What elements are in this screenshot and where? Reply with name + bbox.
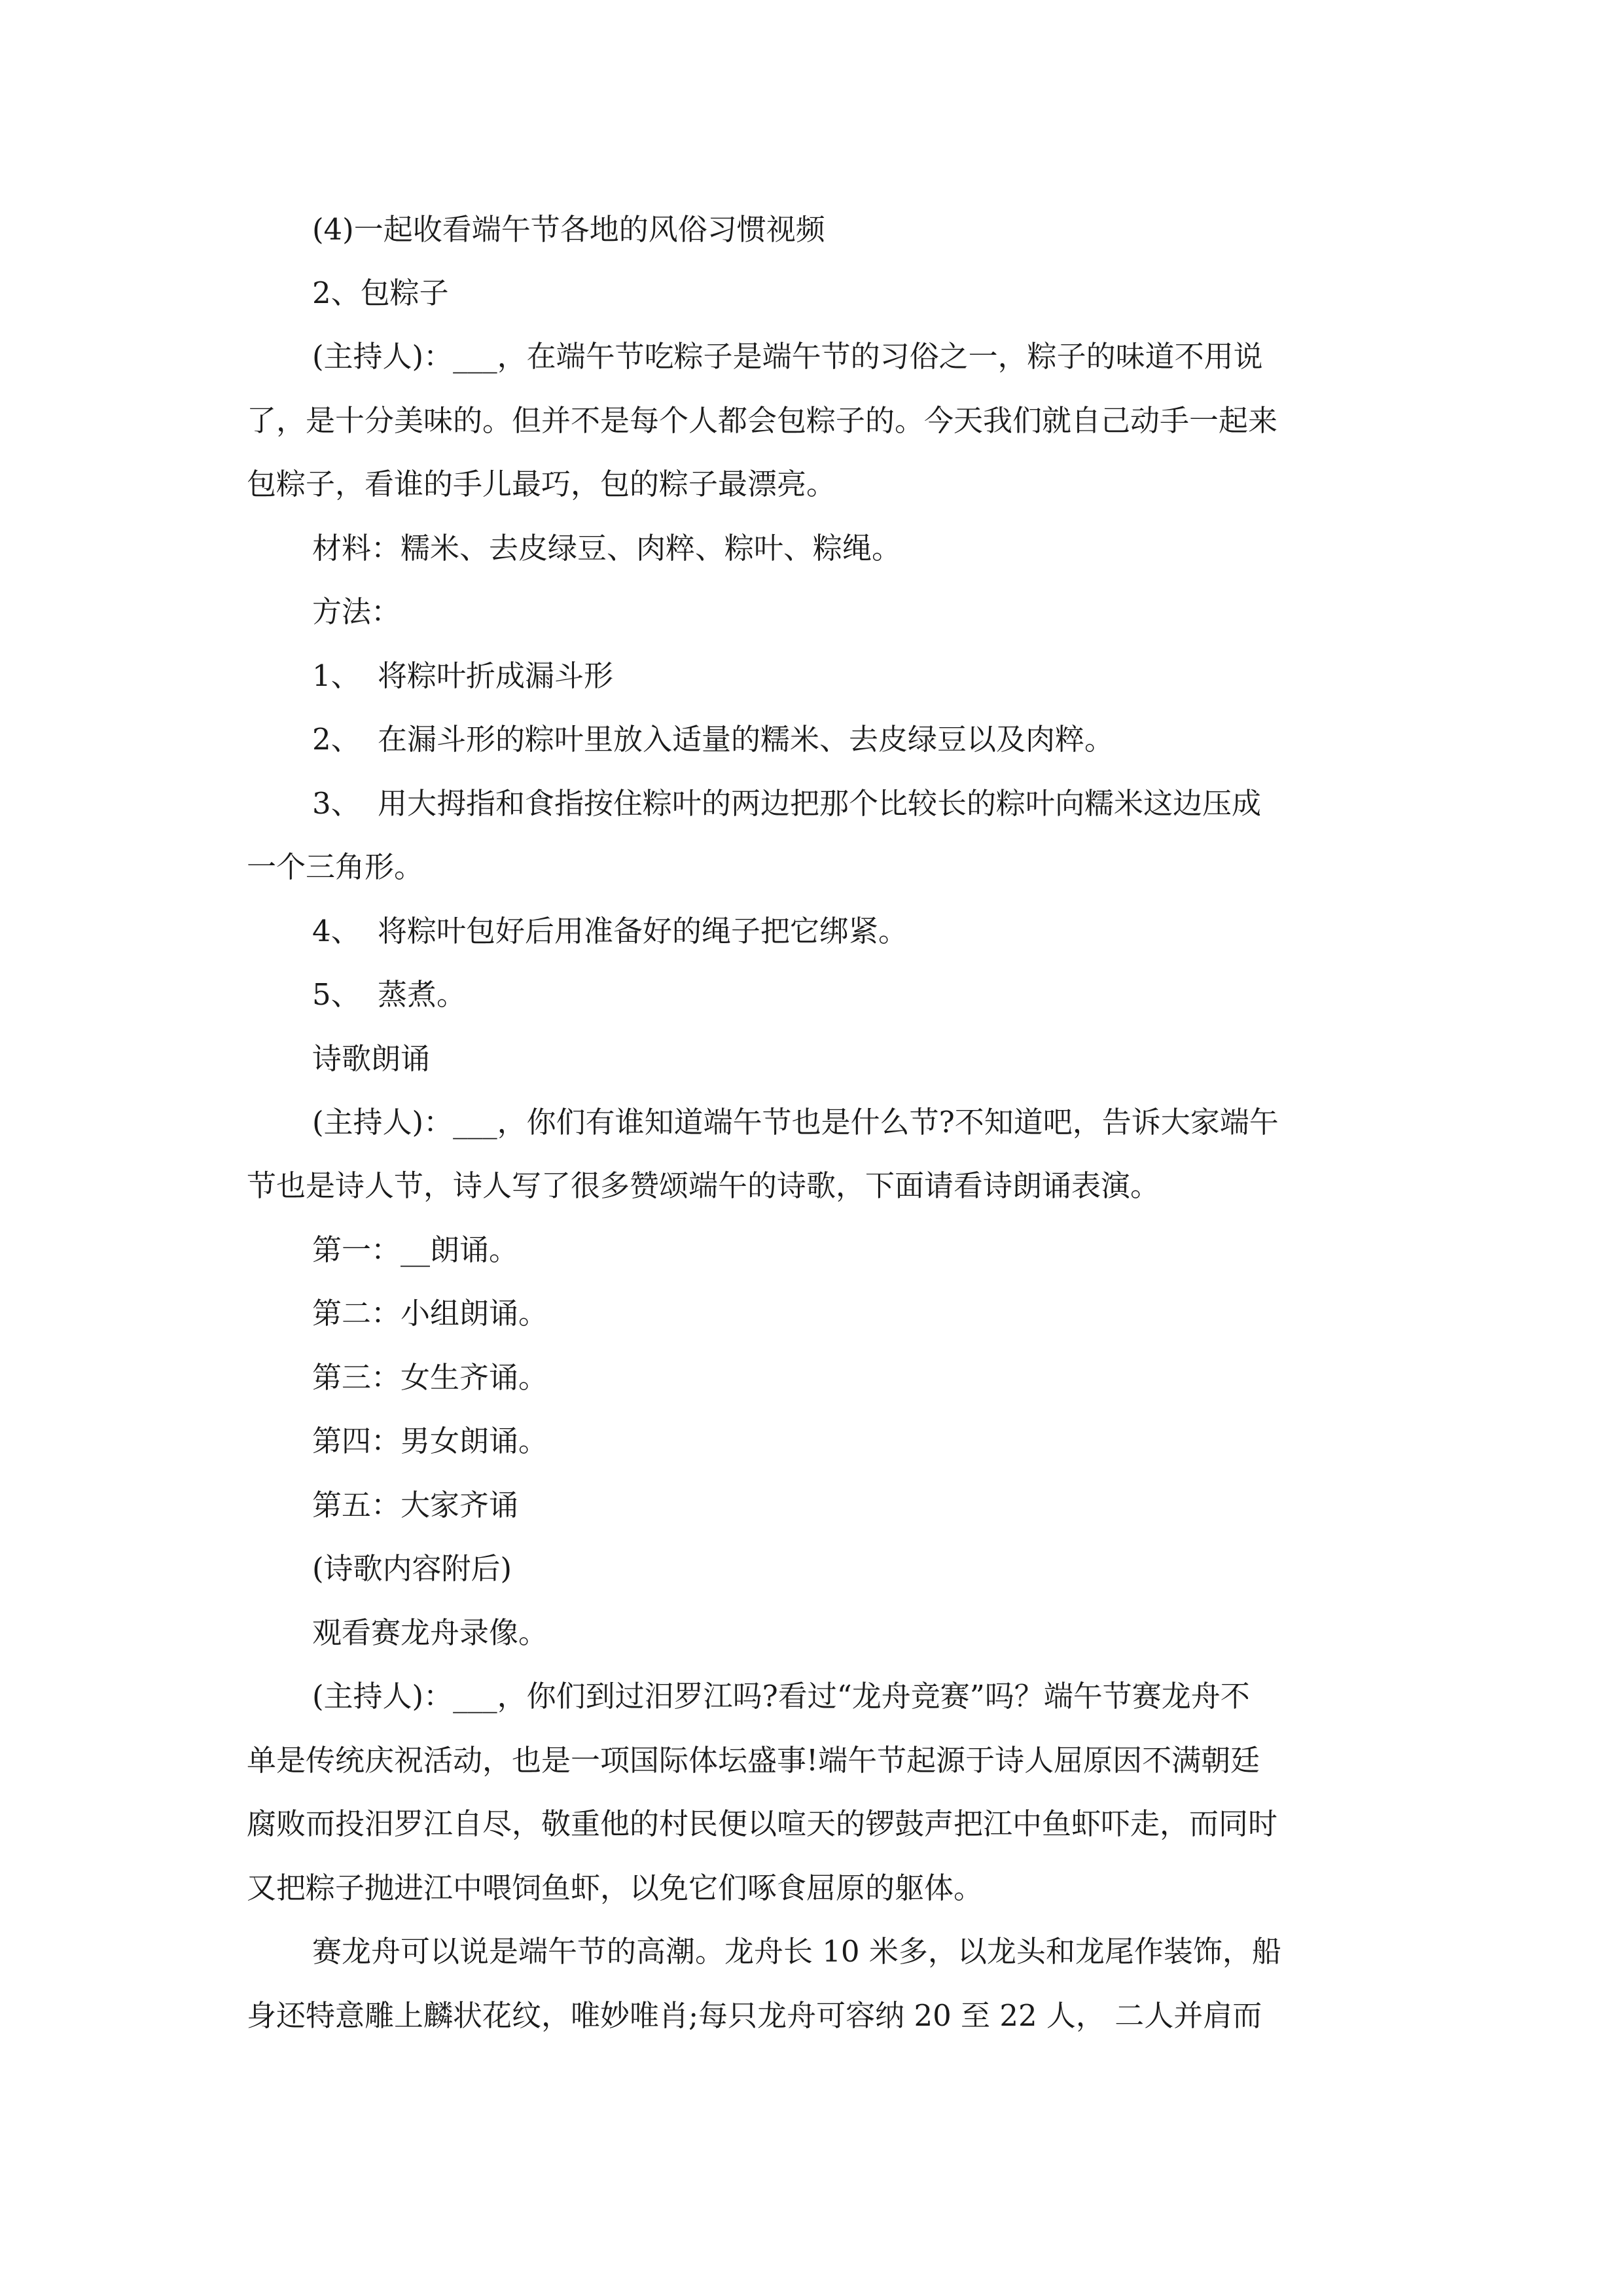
recitation-item: 第一：__朗诵。 <box>312 1232 519 1267</box>
recitation-item: 第五：大家齐诵 <box>312 1488 519 1522</box>
section-heading-zongzi: 2、包粽子 <box>312 276 449 310</box>
recitation-item: 第二：小组朗诵。 <box>312 1296 548 1331</box>
step-number: 1、 <box>312 658 361 693</box>
recitation-item: 第四：男女朗诵。 <box>312 1424 548 1458</box>
section-heading-dragon-boat: 观看赛龙舟录像。 <box>312 1615 548 1650</box>
method-step <box>312 975 466 1014</box>
step-text: 在漏斗形的粽叶里放入适量的糯米、去皮绿豆以及肉粹。 <box>378 722 1115 757</box>
method-step <box>312 656 613 696</box>
step-text: 将粽叶折成漏斗形 <box>378 658 614 693</box>
host-paragraph-line: (主持人)：___，你们到过汨罗江吗?看过“龙舟竞赛”吗？端午节赛龙舟不 <box>312 1679 1250 1713</box>
step-text: 用大拇指和食指按住粽叶的两边把那个比较长的粽叶向糯米这边压成 <box>378 786 1262 821</box>
step-text: 蒸煮。 <box>378 977 467 1012</box>
host-paragraph-line: 了，是十分美味的。但并不是每个人都会包粽子的。今天我们就自己动手一起来 <box>247 403 1278 438</box>
step-number: 3、 <box>312 786 361 821</box>
materials-line: 材料：糯米、去皮绿豆、肉粹、粽叶、粽绳。 <box>312 531 902 565</box>
step-number: 2、 <box>312 722 361 757</box>
step-number: 5、 <box>312 977 361 1012</box>
video-item: (4)一起收看端午节各地的风俗习惯视频 <box>312 212 825 247</box>
host-paragraph-line: 节也是诗人节，诗人写了很多赞颂端午的诗歌，下面请看诗朗诵表演。 <box>247 1168 1160 1203</box>
method-label: 方法： <box>312 594 401 629</box>
poetry-note: (诗歌内容附后) <box>312 1551 512 1586</box>
body-paragraph-line: 身还特意雕上麟状花纹，唯妙唯肖;每只龙舟可容纳 20 至 22 人， 二人并肩而 <box>247 1998 1262 2033</box>
recitation-item: 第三：女生齐诵。 <box>312 1360 548 1395</box>
host-paragraph-line: (主持人)：___，在端午节吃粽子是端午节的习俗之一，粽子的味道不用说 <box>312 339 1263 374</box>
section-heading-poetry: 诗歌朗诵 <box>312 1041 431 1076</box>
step-number: 4、 <box>312 914 361 948</box>
method-step <box>312 720 1114 759</box>
host-paragraph-line: (主持人)：___，你们有谁知道端午节也是什么节?不知道吧，告诉大家端午 <box>312 1105 1279 1139</box>
host-paragraph-line: 又把粽子抛进江中喂饲鱼虾，以免它们啄食屈原的躯体。 <box>247 1871 984 1905</box>
step-text: 将粽叶包好后用准备好的绳子把它绑紧。 <box>378 914 908 948</box>
body-paragraph-line: 赛龙舟可以说是端午节的高潮。龙舟长 10 米多，以龙头和龙尾作装饰，船 <box>312 1934 1281 1969</box>
method-step-continuation: 一个三角形。 <box>247 850 424 884</box>
host-paragraph-line: 单是传统庆祝活动，也是一项国际体坛盛事!端午节起源于诗人屈原因不满朝廷 <box>247 1743 1260 1778</box>
host-paragraph-line: 腐败而投汨罗江自尽，敬重他的村民便以喧天的锣鼓声把江中鱼虾吓走，而同时 <box>247 1806 1278 1841</box>
host-paragraph-line: 包粽子，看谁的手儿最巧，包的粽子最漂亮。 <box>247 467 836 501</box>
method-step <box>312 912 908 951</box>
method-step <box>312 784 1261 823</box>
